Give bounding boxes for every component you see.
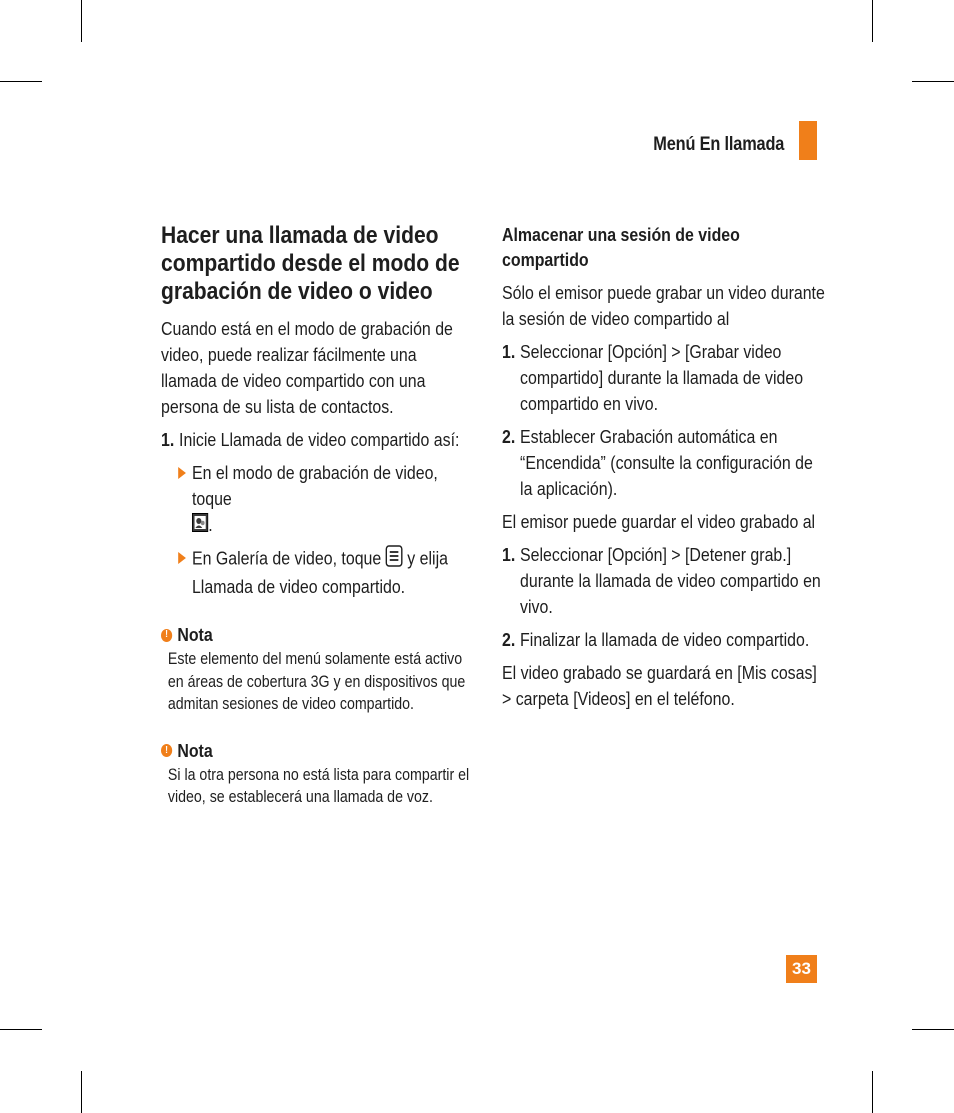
crop-mark xyxy=(81,0,82,42)
step-text: Seleccionar [Opción] > [Detener grab.] durante la llamada de video compartido en vivo. xyxy=(520,544,821,617)
step-number: 1. xyxy=(502,544,516,565)
step-number: 2. xyxy=(502,426,516,447)
crop-mark xyxy=(81,1071,82,1113)
crop-mark xyxy=(872,1071,873,1113)
crop-mark xyxy=(912,1029,954,1030)
section-tab-marker xyxy=(799,121,817,160)
crop-mark xyxy=(0,81,42,82)
bullet-text-end: . xyxy=(208,514,213,535)
intro-paragraph: Sólo el emisor puede grabar un video durante la sesión de video compartido al xyxy=(502,282,825,329)
right-column xyxy=(502,222,825,719)
bullet-text: En el modo de grabación de video, toque xyxy=(191,462,438,509)
step-text: Seleccionar [Opción] > [Grabar video compartido] durante la llamada de video compartido en vivo. xyxy=(520,341,804,414)
closing-paragraph: El video grabado se guardará en [Mis cosas] > carpeta [Videos] en el teléfono. xyxy=(502,662,817,709)
step-number: 2. xyxy=(502,629,516,650)
video-share-icon xyxy=(192,513,208,539)
note-heading xyxy=(161,738,471,764)
left-column xyxy=(161,222,471,809)
exclamation-icon: ! xyxy=(161,744,172,757)
bullet-item xyxy=(161,545,471,600)
step-item xyxy=(502,424,825,502)
step-item xyxy=(502,627,825,653)
step-text: Finalizar la llamada de video compartido. xyxy=(520,629,810,650)
page-heading: Hacer una llamada de video compartido desde el modo de grabación de video o video xyxy=(161,222,460,305)
subsection-heading: Almacenar una sesión de video compartido xyxy=(502,224,740,270)
crop-mark xyxy=(912,81,954,82)
section-title: Menú En llamada xyxy=(653,134,784,155)
step-number: 1. xyxy=(502,341,516,362)
exclamation-icon: ! xyxy=(161,629,172,642)
note-heading xyxy=(161,622,471,648)
note-body: Este elemento del menú solamente está activo en áreas de cobertura 3G y en dispositivos que admitan sesiones de video compartido. xyxy=(167,650,466,714)
bullet-item xyxy=(161,460,471,539)
bullet-text-end: y elija Llamada de video compartido. xyxy=(191,547,448,598)
crop-mark xyxy=(872,0,873,42)
step-item xyxy=(502,542,825,620)
step-number: 1. xyxy=(161,429,175,450)
note-box xyxy=(161,738,471,809)
step-text: Inicie Llamada de video compartido así: xyxy=(179,429,460,450)
step-text: Establecer Grabación automática en “Encendida” (consulte la configuración de la aplicación). xyxy=(520,426,813,499)
step-item xyxy=(161,427,471,453)
page-number: 33 xyxy=(786,955,817,983)
body-paragraph: El emisor puede guardar el video grabado al xyxy=(502,511,816,532)
note-box xyxy=(161,622,471,716)
bullet-text: En Galería de video, toque xyxy=(191,547,382,569)
note-title: Nota xyxy=(177,624,213,646)
intro-paragraph: Cuando está en el modo de grabación de video, puede realizar fácilmente una llamada de video compartido con una persona de su lista de contactos. xyxy=(161,318,453,417)
arrow-bullet-icon xyxy=(178,467,186,479)
arrow-bullet-icon xyxy=(178,552,186,564)
note-title: Nota xyxy=(177,739,213,761)
menu-icon xyxy=(386,545,403,574)
crop-mark xyxy=(0,1029,42,1030)
note-body: Si la otra persona no está lista para compartir el video, se establecerá una llamada de voz. xyxy=(167,765,470,807)
step-item xyxy=(502,339,825,417)
